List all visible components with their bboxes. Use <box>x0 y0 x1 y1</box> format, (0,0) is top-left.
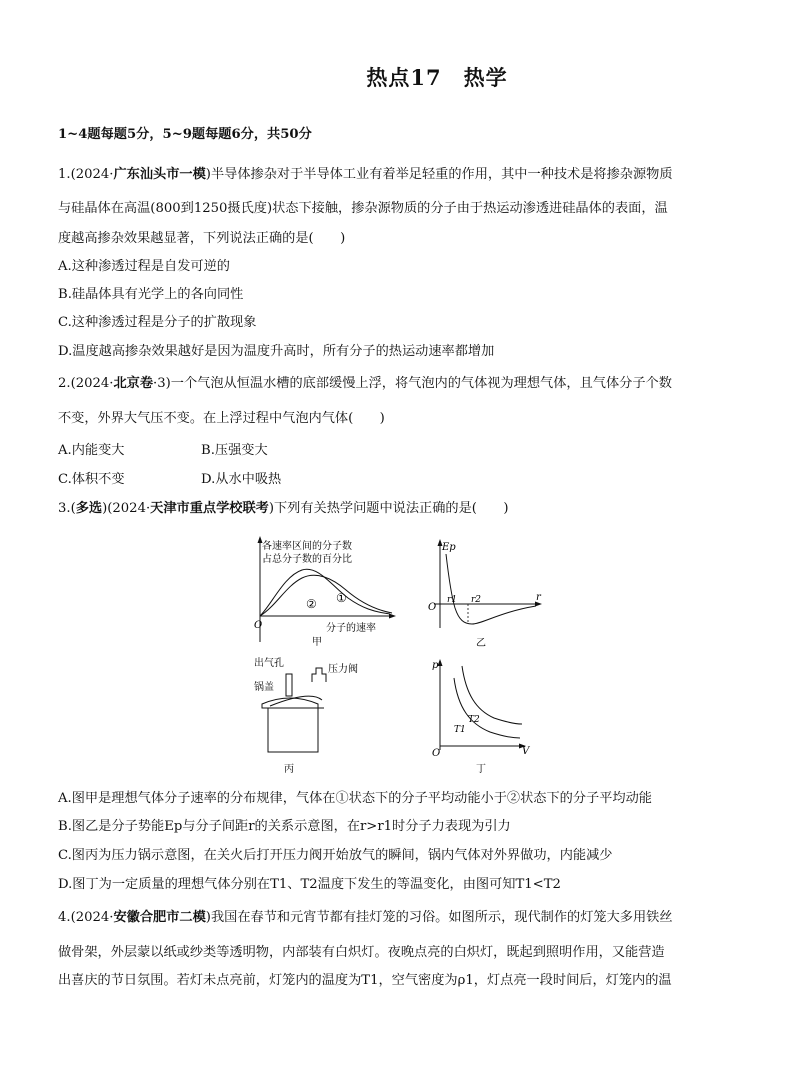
q2-option-d: D.从水中吸热 <box>201 472 282 487</box>
q2-option-a: A.内能变大 <box>58 443 125 458</box>
q1-option-a: A.这种渗透过程是自发可逆的 <box>58 259 230 274</box>
q1-stem-line1: 1.(2024·广东汕头市一模)半导体掺杂对于半导体工业有着举足轻重的作用，其中一种技术是将掺杂源物质 <box>58 167 673 182</box>
q2-option-b: B.压强变大 <box>201 443 268 458</box>
ding-t2-label: T2 <box>468 715 480 725</box>
q2-option-c: C.体积不变 <box>58 472 125 487</box>
q1-stem-line3: 度越高掺杂效果越显著，下列说法正确的是( ) <box>58 231 346 246</box>
figure-yi-potential-energy <box>424 536 554 652</box>
q1-option-d: D.温度越高掺杂效果越好是因为温度升高时，所有分子的热运动速率都增加 <box>58 344 495 359</box>
bing-caption: 丙 <box>284 764 294 774</box>
ding-origin: O <box>432 748 441 759</box>
yi-r2-label: r2 <box>471 595 482 605</box>
bing-label-valve: 压力阀 <box>328 664 358 675</box>
q4-stem-line2: 做骨架，外层蒙以纸或纱类等透明物，内部装有白炽灯。夜晚点亮的白炽灯，既起到照明作用，又能营造 <box>58 945 665 960</box>
q1-option-c: C.这种渗透过程是分子的扩散现象 <box>58 315 257 330</box>
yi-origin: O <box>428 602 437 613</box>
yi-ylabel: Ep <box>442 542 456 553</box>
q3-option-c: C.图丙为压力锅示意图，在关火后打开压力阀开始放气的瞬间，锅内气体对外界做功，内能减少 <box>58 848 613 863</box>
q4-stem-line1: 4.(2024·安徽合肥市二模)我国在春节和元宵节都有挂灯笼的习俗。如图所示，现代制作的灯笼大多用铁丝 <box>58 910 673 925</box>
q3-stem: 3.(多选)(2024·天津市重点学校联考)下列有关热学问题中说法正确的是( ) <box>58 501 509 516</box>
scoring-note: 1~4题每题5分，5~9题每题6分，共50分 <box>58 127 312 142</box>
q3-option-a: A.图甲是理想气体分子速率的分布规律，气体在①状态下的分子平均动能小于②状态下的分子平均动能 <box>58 791 652 806</box>
jia-curve-1-label: ① <box>336 591 347 605</box>
q2-stem-line1: 2.(2024·北京卷·3)一个气泡从恒温水槽的底部缓慢上浮，将气泡内的气体视为理想气体，且气体分子个数 <box>58 376 672 391</box>
bing-label-outlet: 出气孔 <box>254 658 284 669</box>
jia-ylabel-1: 各速率区间的分子数 <box>262 541 352 552</box>
ding-xlabel: V <box>522 746 530 757</box>
ding-ylabel: p <box>432 660 439 671</box>
q3-option-d: D.图丁为一定质量的理想气体分别在T1、T2温度下发生的等温变化，由图可知T1<T2 <box>58 877 561 892</box>
yi-r1-label: r1 <box>447 595 458 605</box>
figure-bing-pressure-cooker <box>252 654 362 774</box>
jia-curve-2-label: ② <box>306 597 317 611</box>
yi-caption: 乙 <box>476 638 486 649</box>
jia-caption: 甲 <box>312 637 322 648</box>
q1-stem-line2: 与硅晶体在高温(800到1250摄氏度)状态下接触，掺杂源物质的分子由于热运动渗透进硅晶体的表面，温 <box>58 201 668 216</box>
jia-origin: O <box>254 620 263 631</box>
page-title: 热点17 热学 <box>366 65 508 90</box>
q4-stem-line3: 出喜庆的节日氛围。若灯未点亮前，灯笼内的温度为T1，空气密度为ρ1，灯点亮一段时间后，灯笼内的温 <box>58 973 672 988</box>
q3-option-b: B.图乙是分子势能Ep与分子间距r的关系示意图，在r>r1时分子力表现为引力 <box>58 819 511 834</box>
jia-xlabel: 分子的速率 <box>326 623 376 634</box>
yi-xlabel: r <box>536 592 541 603</box>
q2-stem-line2: 不变，外界大气压不变。在上浮过程中气泡内气体( ) <box>58 411 385 426</box>
figure-ding-isotherms <box>424 656 534 776</box>
q1-option-b: B.硅晶体具有光学上的各向同性 <box>58 287 244 302</box>
figure-jia-speed-distribution <box>250 534 400 648</box>
jia-ylabel-2: 占总分子数的百分比 <box>262 554 352 565</box>
bing-label-lid: 锅盖 <box>254 682 274 693</box>
ding-t1-label: T1 <box>454 725 466 735</box>
ding-caption: 丁 <box>476 764 486 775</box>
